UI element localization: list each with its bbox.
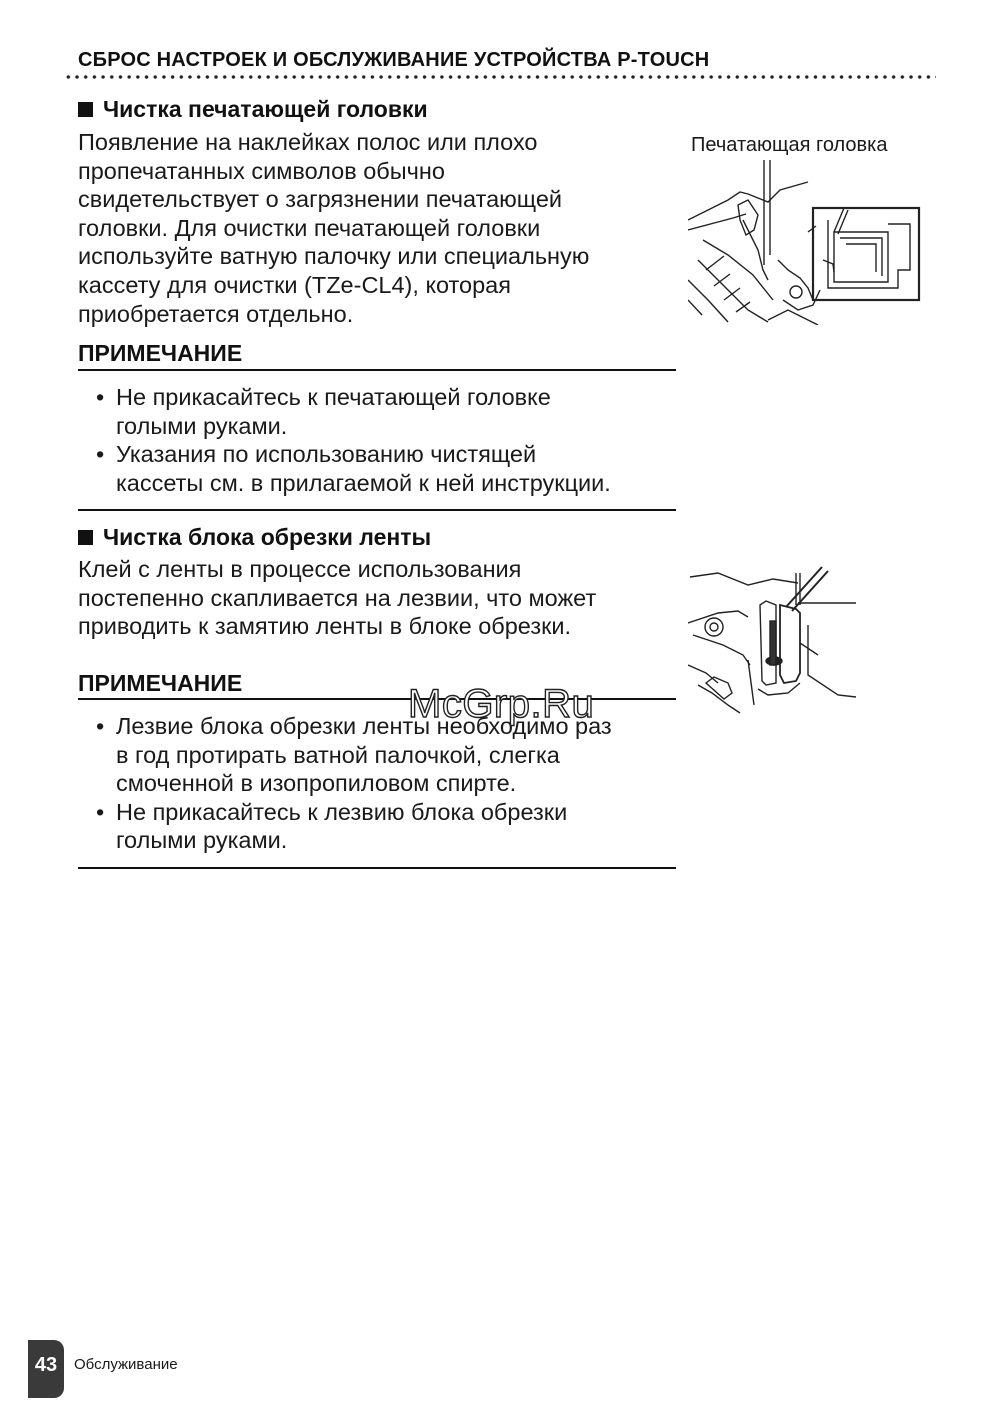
paragraph-line: Клей с ленты в процессе использования [78,556,522,582]
bullet-line: Не прикасайтесь к лезвию блока обрезки [116,798,568,825]
section-title-text: Чистка блока обрезки ленты [103,524,432,550]
list-item: • Лезвие блока обрезки ленты необходимо раз в год протирать ватной палочкой, слегка смоченной в изопропиловом спирте. [96,712,686,798]
figure-caption: Печатающая головка [691,134,888,156]
list-item: • Указания по использованию чистящей кассеты см. в прилагаемой к ней инструкции. [96,440,686,497]
page-number: 43 [34,1354,58,1376]
list-item: • Не прикасайтесь к печатающей головке голыми руками. [96,383,686,440]
paragraph-line: пропечатанных символов обычно [78,157,445,184]
note-bottom-rule [78,867,676,869]
section-title-printhead [78,96,428,123]
bullet-line: Лезвие блока обрезки ленты необходимо раз [116,713,612,739]
paragraph-line: свидетельствует о загрязнении печатающей [78,186,563,213]
square-bullet-icon [78,102,93,117]
square-bullet-icon [78,530,93,545]
cutter-illustration [688,565,858,717]
bullet-line: кассеты см. в прилагаемой к ней инструкции. [116,469,611,496]
note-title: ПРИМЕЧАНИЕ [78,340,243,366]
printhead-illustration [688,160,923,325]
note-bullet-list [96,383,686,497]
watermark: McGrp.Ru [408,682,595,726]
list-item: • Не прикасайтесь к лезвию блока обрезки голыми руками. [96,798,686,855]
paragraph-line: приобретается отдельно. [78,300,354,327]
paragraph-line: используйте ватную палочку или специальную [78,243,590,270]
section-paragraph-printhead [78,128,678,328]
paragraph-line: приводить к замятию ленты в блоке обрезки. [78,613,572,640]
bullet-line: голыми руками. [116,412,288,439]
dotted-divider [64,74,936,80]
note-top-rule [78,369,676,371]
bullet-line: в год протирать ватной палочкой, слегка [116,741,560,768]
bullet-line: Указания по использованию чистящей [116,441,537,468]
bullet-line: Не прикасайтесь к печатающей головке [116,384,551,410]
note-bottom-rule [78,509,676,511]
footer-section-label: Обслуживание [74,1356,178,1373]
bullet-line: голыми руками. [116,827,288,854]
section-title-text: Чистка печатающей головки [103,96,428,122]
paragraph-line: головки. Для очистки печатающей головки [78,214,541,241]
section-title-cutter [78,524,431,551]
paragraph-line: Появление на наклейках полос или плохо [78,129,538,155]
bullet-line: смоченной в изопропиловом спирте. [116,770,517,797]
note-bullet-list [96,712,686,855]
section-paragraph-cutter [78,555,678,641]
paragraph-line: постепенно скапливается на лезвии, что может [78,584,597,611]
note-title: ПРИМЕЧАНИЕ [78,670,243,696]
page-header: СБРОС НАСТРОЕК И ОБСЛУЖИВАНИЕ УСТРОЙСТВА P-TOUCH [78,49,710,71]
paragraph-line: кассету для очистки (TZe-CL4), которая [78,271,511,298]
